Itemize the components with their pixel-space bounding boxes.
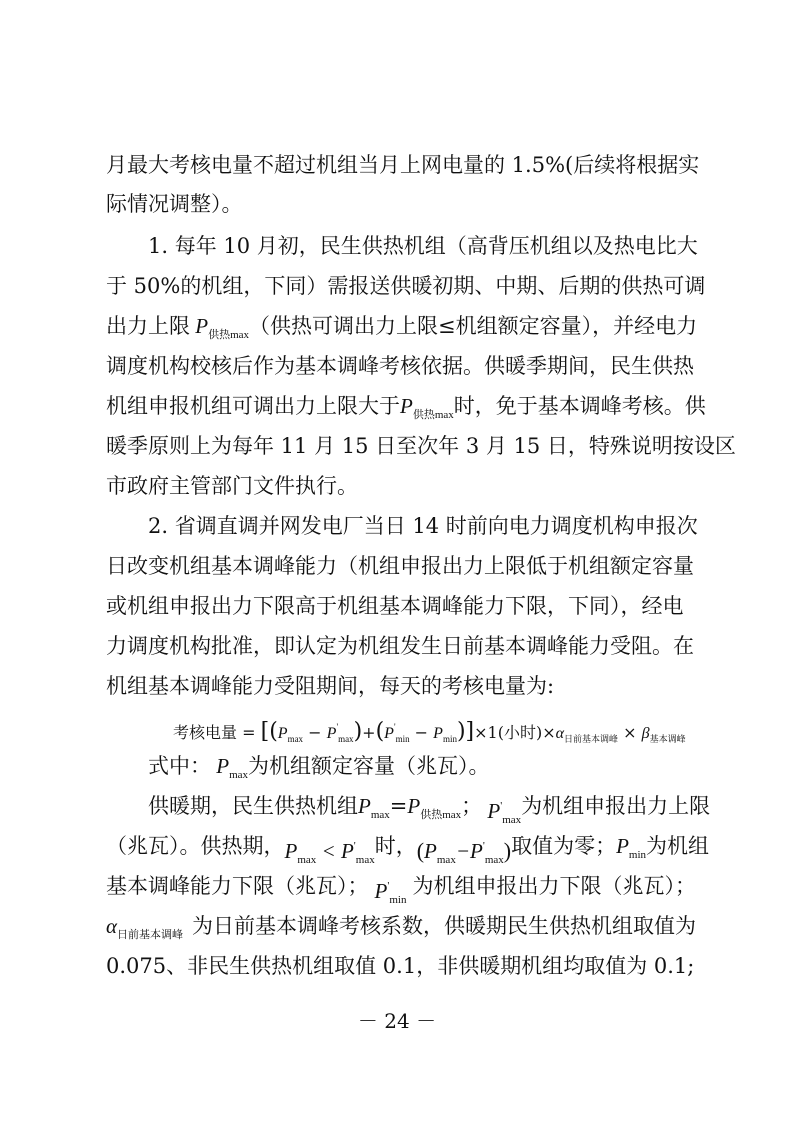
text-line: 机组申报机组可调出力上限大于$P_{供热max}$ 时，免于基本调峰考核。供 (106, 394, 706, 421)
text-line: 基本调峰能力下限（兆瓦）； $P'_{min}$ 为机组申报出力下限（兆瓦）； (106, 874, 696, 906)
text-line: 力调度机构批准，即认定为机组发生日前基本调峰能力受阻。在 (106, 634, 694, 658)
math-symbol: $P_{max}$ (216, 754, 249, 781)
text-line: 调度机构校核后作为基本调峰考核依据。供暖季期间，民生供热 (106, 354, 694, 378)
text-line: 出力上限 $P_{供热max}$ （供热可调出力上限≤机组额定容量），并经电力 (106, 314, 698, 341)
text-line: 或机组申报出力下限高于机组基本调峰能力下限，下同），经电 (106, 594, 684, 618)
text-line: 日改变机组基本调峰能力（机组申报出力上限低于机组额定容量 (106, 554, 694, 578)
text-line: 市政府主管部门文件执行。 (106, 474, 358, 498)
text-line: （兆瓦）。供热期， $P_{max} < P'_{max}$ 时， $(P_{max}-P'_{max})$ 取值为零； $P_{min}$ 为机组 (106, 834, 710, 866)
text-line: 月最大考核电量不超过机组当月上网电量的 1.5%(后续将根据实 (106, 153, 700, 177)
text-line: 供暖期，民生供热机组 $P_{max}$ = $P_{供热max}$ ； $P'_{max}$ 为机组申报出力上限 (148, 794, 711, 826)
text-line: 式中： $P_{max}$ 为机组额定容量（兆瓦）。 (148, 751, 696, 790)
page-number: － 24 － (357, 1009, 437, 1033)
text-line: 际情况调整）。 (106, 192, 243, 216)
text-line: 2. 省调直调并网发电厂当日 14 时前向电力调度机构申报次 (148, 514, 698, 538)
text-line: 1. 每年 10 月初，民生供热机组（高背压机组以及热电比大 (148, 234, 698, 258)
assessment-formula: 考核电量 = $[(P_{max} - P'_{max})+(P'_{min} - P_{min})]\times 1$(小时)$\times\alpha_{日前基本调峰} \times \beta_{基本调峰}$ (173, 719, 686, 744)
text-line: 于 50%的机组，下同）需报送供暖初期、中期、后期的供热可调 (106, 274, 706, 298)
text-line: 0.075、非民生供热机组取值 0.1，非供暖期机组均取值为 0.1; (106, 954, 695, 978)
math-symbol: $P_{供热max}$ (400, 394, 454, 421)
text-line: 机组基本调峰能力受阻期间，每天的考核电量为: (106, 674, 555, 698)
text-line: 暖季原则上为每年 11 月 15 日至次年 3 月 15 日，特殊说明按设区 (106, 434, 736, 458)
text-line: $\alpha_{日前基本调峰}$ 为日前基本调峰考核系数，供暖期民生供热机组取值为 (106, 914, 696, 941)
math-symbol: $P_{供热max}$ (195, 314, 250, 341)
